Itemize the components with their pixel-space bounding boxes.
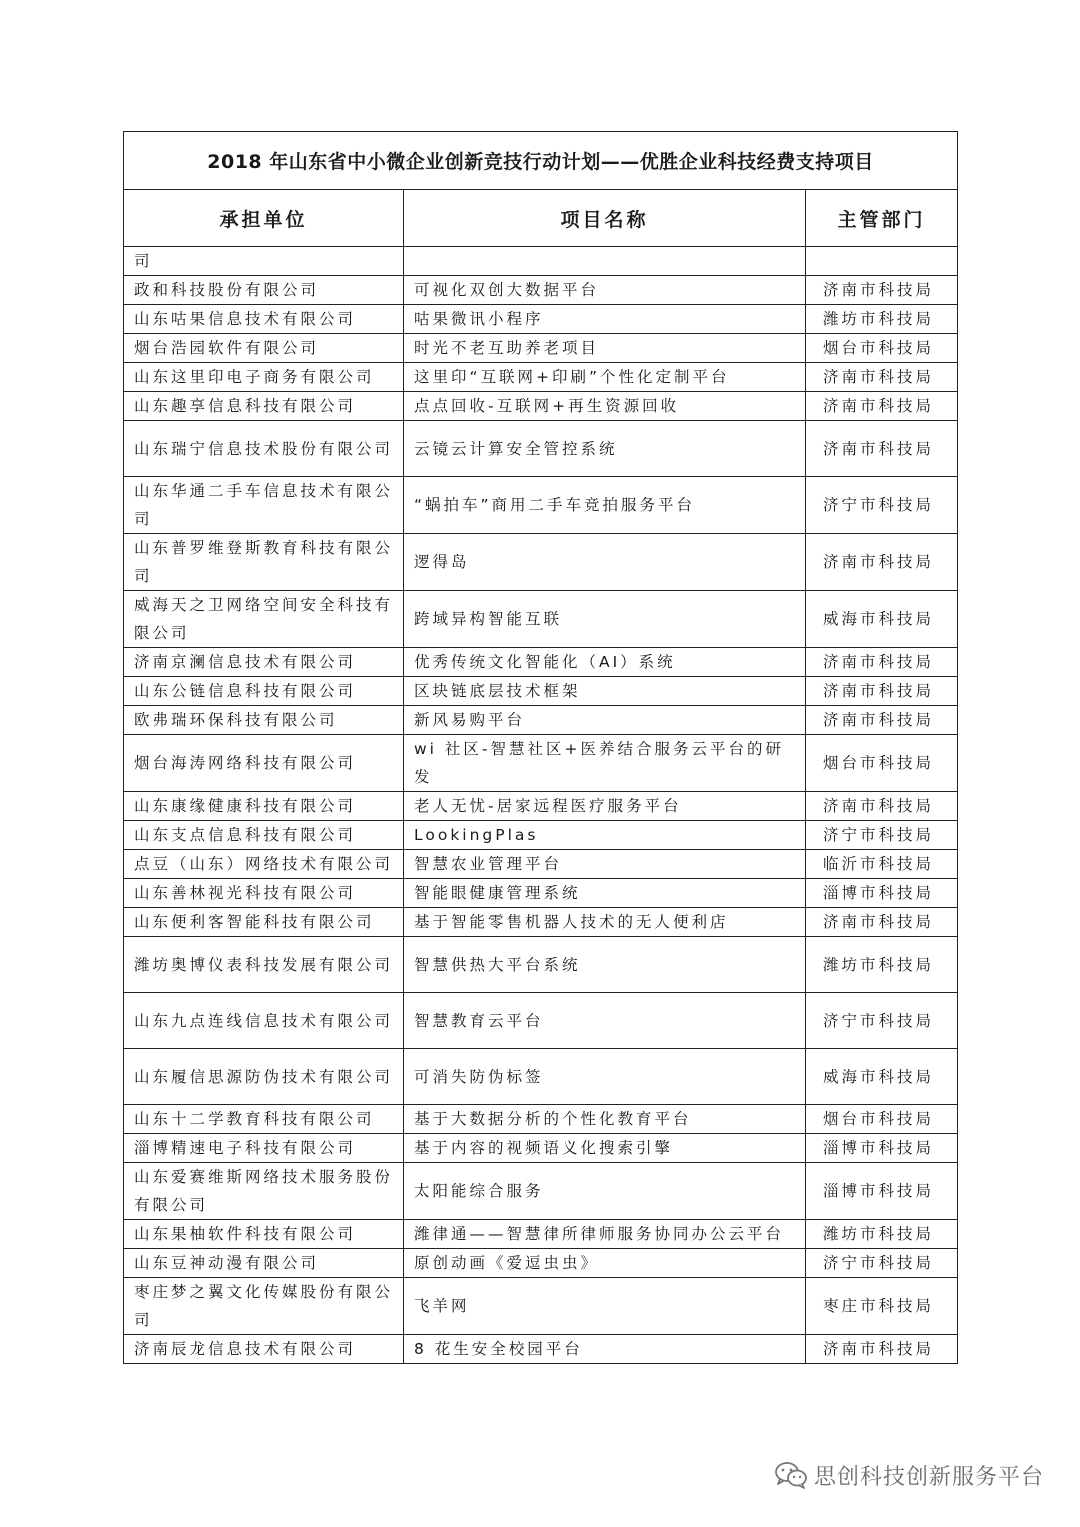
table-row [124, 821, 958, 850]
table-row [124, 305, 958, 334]
cell-project: 咕果微讯小程序 [404, 305, 806, 334]
cell-project: 优秀传统文化智能化（AI）系统 [404, 648, 806, 677]
cell-project: 智能眼健康管理系统 [404, 879, 806, 908]
cell-dept: 济南市科技局 [806, 363, 958, 392]
cell-dept: 济南市科技局 [806, 421, 958, 477]
cell-project: 智慧供热大平台系统 [404, 937, 806, 993]
cell-unit: 山东善林视光科技有限公司 [124, 879, 404, 908]
table-row [124, 677, 958, 706]
cell-dept: 枣庄市科技局 [806, 1278, 958, 1335]
cell-unit: 山东普罗维登斯教育科技有限公司 [124, 534, 404, 591]
cell-project [404, 247, 806, 276]
cell-project: “蜗拍车”商用二手车竞拍服务平台 [404, 477, 806, 534]
cell-dept: 济南市科技局 [806, 792, 958, 821]
cell-unit: 济南辰龙信息技术有限公司 [124, 1335, 404, 1364]
cell-unit: 山东便利客智能科技有限公司 [124, 908, 404, 937]
cell-dept: 威海市科技局 [806, 1049, 958, 1105]
header-dept: 主管部门 [806, 190, 958, 247]
cell-dept: 淄博市科技局 [806, 1134, 958, 1163]
cell-dept: 济南市科技局 [806, 534, 958, 591]
header-project: 项目名称 [404, 190, 806, 247]
cell-dept: 济宁市科技局 [806, 821, 958, 850]
cell-unit: 山东咕果信息技术有限公司 [124, 305, 404, 334]
cell-project: 老人无忧-居家远程医疗服务平台 [404, 792, 806, 821]
cell-project: 基于大数据分析的个性化教育平台 [404, 1105, 806, 1134]
table-row [124, 1249, 958, 1278]
cell-dept: 济宁市科技局 [806, 993, 958, 1049]
project-table [123, 131, 958, 1364]
cell-unit: 淄博精速电子科技有限公司 [124, 1134, 404, 1163]
cell-unit: 山东这里印电子商务有限公司 [124, 363, 404, 392]
cell-unit: 济南京澜信息技术有限公司 [124, 648, 404, 677]
cell-dept: 临沂市科技局 [806, 850, 958, 879]
header-row [124, 190, 958, 247]
table-row [124, 1220, 958, 1249]
table-row [124, 1163, 958, 1220]
cell-dept: 淄博市科技局 [806, 1163, 958, 1220]
cell-unit: 山东趣享信息科技有限公司 [124, 392, 404, 421]
table-body [124, 247, 958, 1364]
table-row [124, 1105, 958, 1134]
cell-dept: 济南市科技局 [806, 1335, 958, 1364]
cell-unit: 山东履信思源防伪技术有限公司 [124, 1049, 404, 1105]
table-row [124, 792, 958, 821]
cell-unit: 山东支点信息科技有限公司 [124, 821, 404, 850]
cell-unit: 政和科技股份有限公司 [124, 276, 404, 305]
cell-project: 智慧农业管理平台 [404, 850, 806, 879]
cell-unit: 山东公链信息科技有限公司 [124, 677, 404, 706]
table-row [124, 276, 958, 305]
cell-unit: 山东豆神动漫有限公司 [124, 1249, 404, 1278]
cell-dept: 烟台市科技局 [806, 334, 958, 363]
cell-project: 智慧教育云平台 [404, 993, 806, 1049]
cell-project: 潍律通——智慧律所律师服务协同办公云平台 [404, 1220, 806, 1249]
cell-project: 新风易购平台 [404, 706, 806, 735]
cell-project: 8 花生安全校园平台 [404, 1335, 806, 1364]
cell-unit: 山东华通二手车信息技术有限公司 [124, 477, 404, 534]
cell-project: 云镜云计算安全管控系统 [404, 421, 806, 477]
cell-project: 可视化双创大数据平台 [404, 276, 806, 305]
table-row [124, 1134, 958, 1163]
table-row [124, 1049, 958, 1105]
table-row [124, 1278, 958, 1335]
cell-unit: 点豆（山东）网络技术有限公司 [124, 850, 404, 879]
cell-unit: 威海天之卫网络空间安全科技有限公司 [124, 591, 404, 648]
cell-unit: 山东康缘健康科技有限公司 [124, 792, 404, 821]
cell-dept: 威海市科技局 [806, 591, 958, 648]
cell-unit: 山东爱赛维斯网络技术服务股份有限公司 [124, 1163, 404, 1220]
cell-unit: 司 [124, 247, 404, 276]
table-row [124, 735, 958, 792]
table-row [124, 247, 958, 276]
table-row [124, 993, 958, 1049]
cell-dept [806, 247, 958, 276]
cell-project: wi 社区-智慧社区+医养结合服务云平台的研发 [404, 735, 806, 792]
cell-unit: 欧弗瑞环保科技有限公司 [124, 706, 404, 735]
cell-unit: 潍坊奥博仪表科技发展有限公司 [124, 937, 404, 993]
table-title: 2018 年山东省中小微企业创新竞技行动计划——优胜企业科技经费支持项目 [124, 132, 958, 190]
cell-dept: 淄博市科技局 [806, 879, 958, 908]
cell-dept: 烟台市科技局 [806, 735, 958, 792]
cell-dept: 济南市科技局 [806, 908, 958, 937]
cell-dept: 济南市科技局 [806, 706, 958, 735]
cell-dept: 济宁市科技局 [806, 1249, 958, 1278]
cell-unit: 山东果柚软件科技有限公司 [124, 1220, 404, 1249]
footer-watermark [774, 1459, 1044, 1491]
cell-unit: 烟台浩园软件有限公司 [124, 334, 404, 363]
cell-dept: 济宁市科技局 [806, 477, 958, 534]
cell-dept: 潍坊市科技局 [806, 937, 958, 993]
table-row [124, 706, 958, 735]
header-unit: 承担单位 [124, 190, 404, 247]
cell-project: 基于内容的视频语义化搜索引擎 [404, 1134, 806, 1163]
cell-project: 原创动画《爱逗虫虫》 [404, 1249, 806, 1278]
cell-project: 太阳能综合服务 [404, 1163, 806, 1220]
footer-text: 思创科技创新服务平台 [813, 1464, 1044, 1490]
cell-project: 飞羊网 [404, 1278, 806, 1335]
table-row [124, 392, 958, 421]
table-row [124, 534, 958, 591]
table-row [124, 879, 958, 908]
table-row [124, 850, 958, 879]
cell-dept: 济南市科技局 [806, 276, 958, 305]
cell-project: 时光不老互助养老项目 [404, 334, 806, 363]
table-row [124, 334, 958, 363]
title-row [124, 132, 958, 190]
table-row [124, 363, 958, 392]
table-row [124, 421, 958, 477]
cell-dept: 济南市科技局 [806, 392, 958, 421]
cell-unit: 山东瑞宁信息技术股份有限公司 [124, 421, 404, 477]
table-row [124, 937, 958, 993]
cell-dept: 烟台市科技局 [806, 1105, 958, 1134]
cell-project: 逻得岛 [404, 534, 806, 591]
table-row [124, 591, 958, 648]
cell-dept: 潍坊市科技局 [806, 305, 958, 334]
wechat-icon [774, 1461, 808, 1489]
cell-dept: 潍坊市科技局 [806, 1220, 958, 1249]
cell-project: 基于智能零售机器人技术的无人便利店 [404, 908, 806, 937]
table-row [124, 908, 958, 937]
cell-dept: 济南市科技局 [806, 677, 958, 706]
table-row [124, 648, 958, 677]
cell-unit: 烟台海涛网络科技有限公司 [124, 735, 404, 792]
cell-project: 区块链底层技术框架 [404, 677, 806, 706]
cell-unit: 枣庄梦之翼文化传媒股份有限公司 [124, 1278, 404, 1335]
cell-project: 这里印“互联网+印刷”个性化定制平台 [404, 363, 806, 392]
cell-unit: 山东十二学教育科技有限公司 [124, 1105, 404, 1134]
table-row [124, 1335, 958, 1364]
cell-project: 跨域异构智能互联 [404, 591, 806, 648]
cell-project: 可消失防伪标签 [404, 1049, 806, 1105]
cell-dept: 济南市科技局 [806, 648, 958, 677]
table-row [124, 477, 958, 534]
cell-project: 点点回收-互联网+再生资源回收 [404, 392, 806, 421]
cell-unit: 山东九点连线信息技术有限公司 [124, 993, 404, 1049]
cell-project: LookingPlas [404, 821, 806, 850]
